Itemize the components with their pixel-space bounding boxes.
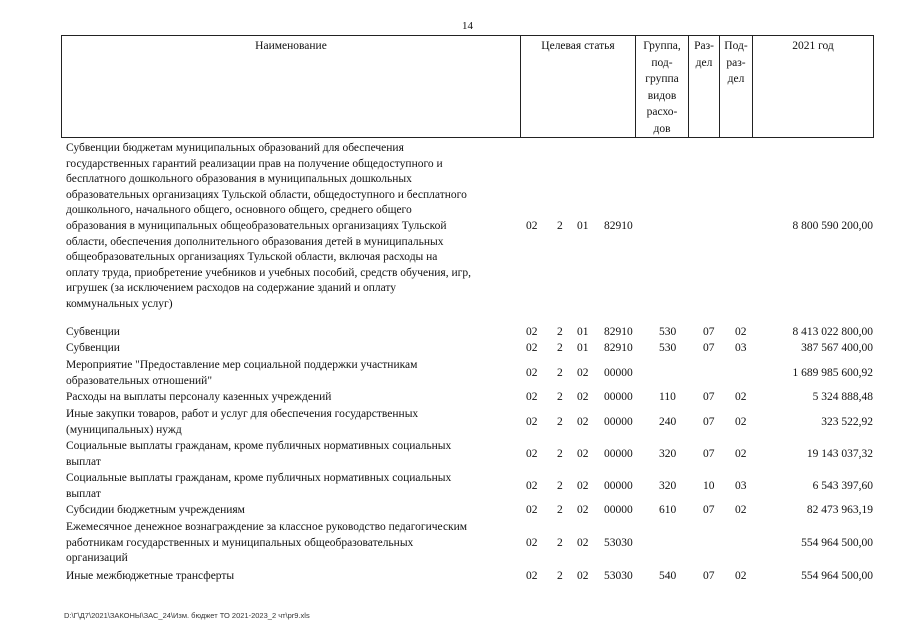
row-code-c1: 02: [526, 447, 538, 460]
row-code-c3: 02: [577, 415, 589, 428]
row-code-c5: 320: [659, 447, 677, 460]
row-code-c7: 02: [735, 570, 747, 582]
table-row: [0, 141, 905, 313]
row-code-c2: 2: [557, 220, 563, 232]
row-code-c7: 02: [735, 447, 747, 460]
header-section: [689, 36, 720, 138]
row-name-line: Субсидии бюджетным учреждениям: [66, 504, 245, 516]
row-code-c4: 82910: [604, 220, 633, 232]
row-code-c1: 02: [526, 479, 538, 492]
row-code-c3: 02: [577, 479, 589, 492]
row-amount: 387 567 400,00: [801, 342, 873, 354]
header-section-line: дел: [695, 56, 713, 69]
row-code-c3: 02: [577, 391, 589, 403]
row-code-c6: 07: [703, 391, 715, 403]
row-amount: 6 543 397,60: [812, 479, 873, 492]
row-amount: 323 522,92: [821, 415, 873, 428]
row-code-c4: 00000: [604, 504, 633, 516]
header-group-line: под-: [651, 56, 673, 69]
row-code-c2: 2: [557, 326, 563, 338]
row-name-line: Расходы на выплаты персоналу казенных учреждений: [66, 391, 332, 403]
row-code-c4: 00000: [604, 415, 633, 428]
header-group-line: расхо-: [646, 106, 678, 118]
file-path-footer: D:\Г\Д7\2021\ЗАКОНЫ\ЗАС_24\Изм. бюджет ТО 2021-2023_2 чт\pr9.xls: [64, 611, 310, 620]
table-header: [61, 35, 874, 138]
header-group-line: дов: [653, 122, 671, 135]
row-code-c3: 01: [577, 326, 589, 338]
row-code-c1: 02: [526, 415, 538, 428]
row-amount: 8 800 590 200,00: [792, 220, 873, 232]
header-group-line: группа: [645, 73, 679, 85]
row-code-c4: 00000: [604, 447, 633, 460]
row-name-line: Субвенции: [66, 326, 120, 338]
row-code-c2: 2: [557, 342, 563, 354]
row-name-line: Социальные выплаты гражданам, кроме публичных нормативных социальных: [66, 472, 452, 484]
table-row: [0, 503, 905, 519]
row-code-c6: 07: [703, 504, 715, 516]
row-code-c1: 02: [526, 342, 538, 354]
row-name: [66, 141, 522, 313]
row-code-c2: 2: [557, 536, 563, 549]
header-subsection-line: раз-: [726, 56, 746, 69]
row-code-c2: 2: [557, 570, 563, 582]
row-code-c5: 320: [659, 479, 677, 492]
row-code-c7: 03: [735, 342, 747, 354]
row-code-c1: 02: [526, 570, 538, 582]
row-name: [66, 390, 522, 406]
row-name: [66, 407, 522, 438]
row-name-line: Субвенции: [66, 342, 120, 354]
row-name: [66, 471, 522, 502]
header-year: 2021 год: [753, 36, 874, 138]
row-code-c1: 02: [526, 326, 538, 338]
header-group: [636, 36, 689, 138]
row-name: [66, 520, 522, 567]
row-name-line: образования в муниципальных общеобразовательных организациях Тульской: [66, 219, 447, 232]
row-code-c1: 02: [526, 536, 538, 549]
row-name-line: Субвенции бюджетам муниципальных образований для обеспечения: [66, 142, 404, 154]
row-name-line: выплат: [66, 455, 101, 468]
row-name-line: (муниципальных) нужд: [66, 423, 182, 436]
row-name: [66, 358, 522, 389]
row-code-c5: 240: [659, 415, 677, 428]
row-code-c2: 2: [557, 391, 563, 403]
row-name: [66, 439, 522, 470]
row-name: [66, 341, 522, 357]
row-code-c5: 530: [659, 342, 677, 354]
row-code-c7: 02: [735, 415, 747, 428]
row-code-c5: 110: [659, 391, 676, 403]
row-code-c3: 01: [577, 342, 589, 354]
row-code-c4: 00000: [604, 479, 633, 492]
row-code-c6: 07: [703, 570, 715, 582]
row-name: [66, 569, 522, 585]
row-amount: 8 413 022 800,00: [792, 326, 873, 338]
row-name-line: области, обеспечения дополнительного образования детей в муниципальных: [66, 235, 444, 248]
row-code-c7: 02: [735, 504, 747, 516]
row-code-c7: 02: [735, 326, 747, 338]
header-subsection-line: дел: [727, 73, 745, 85]
row-name-line: игрушек (за исключением расходов на содержание зданий и оплату: [66, 282, 397, 295]
row-code-c2: 2: [557, 415, 563, 428]
row-amount: 554 964 500,00: [801, 536, 873, 549]
row-amount: 1 689 985 600,92: [792, 366, 873, 379]
table-row: [0, 471, 905, 502]
row-code-c5: 530: [659, 326, 677, 338]
row-name-line: дошкольного, начального общего, основного общего, среднего общего: [66, 204, 412, 217]
table-row: [0, 390, 905, 406]
row-code-c5: 610: [659, 504, 677, 516]
row-code-c6: 07: [703, 342, 715, 354]
row-name: [66, 503, 522, 519]
row-code-c4: 53030: [604, 536, 633, 549]
table-row: [0, 358, 905, 389]
row-name-line: Социальные выплаты гражданам, кроме публичных нормативных социальных: [66, 440, 452, 452]
row-code-c3: 02: [577, 504, 589, 516]
row-code-c4: 53030: [604, 570, 633, 582]
row-name-line: оплату труда, приобретение учебников и учебных пособий, средств обучения, игр,: [66, 266, 471, 279]
row-code-c2: 2: [557, 504, 563, 516]
row-code-c5: 540: [659, 570, 677, 582]
table-row: [0, 439, 905, 470]
header-target: Целевая статья: [521, 36, 636, 138]
header-subsection-line: Под-: [724, 40, 748, 52]
row-code-c3: 02: [577, 570, 589, 582]
header-subsection: [720, 36, 753, 138]
header-name: Наименование: [62, 36, 521, 138]
row-code-c2: 2: [557, 447, 563, 460]
row-code-c3: 02: [577, 536, 589, 549]
header-group-line: видов: [647, 89, 677, 102]
row-amount: 19 143 037,32: [806, 447, 873, 460]
row-code-c7: 02: [735, 391, 747, 403]
row-name-line: Иные межбюджетные трансферты: [66, 570, 235, 582]
table-row: [0, 569, 905, 585]
header-section-line: Раз-: [694, 40, 714, 52]
row-name-line: коммунальных услуг): [66, 297, 173, 310]
row-code-c2: 2: [557, 479, 563, 492]
row-code-c1: 02: [526, 366, 538, 379]
row-code-c3: 02: [577, 447, 589, 460]
row-code-c6: 07: [703, 447, 715, 460]
row-code-c4: 82910: [604, 342, 633, 354]
row-amount: 82 473 963,19: [806, 504, 873, 516]
table-row: [0, 407, 905, 438]
row-code-c1: 02: [526, 220, 538, 232]
row-name: [66, 325, 522, 341]
row-code-c3: 01: [577, 220, 589, 232]
row-code-c4: 82910: [604, 326, 633, 338]
row-code-c6: 10: [703, 479, 715, 492]
page-number: 14: [462, 20, 473, 32]
table-row: [0, 325, 905, 341]
row-name-line: выплат: [66, 487, 101, 500]
row-name-line: общеобразовательных организациях Тульской области, включая расходы на: [66, 251, 438, 264]
row-code-c1: 02: [526, 504, 538, 516]
row-name-line: образовательных организациях Тульской области, общедоступного и бесплатного: [66, 188, 467, 201]
row-name-line: бесплатного дошкольного образования в муниципальных дошкольных: [66, 173, 412, 186]
row-code-c1: 02: [526, 391, 538, 403]
table-row: [0, 341, 905, 357]
row-name-line: образовательных отношений": [66, 374, 213, 387]
row-name-line: Иные закупки товаров, работ и услуг для обеспечения государственных: [66, 408, 419, 420]
row-code-c6: 07: [703, 326, 715, 338]
row-name-line: Мероприятие "Предоставление мер социальной поддержки участникам: [66, 359, 418, 371]
header-group-line: Группа,: [643, 40, 681, 52]
row-name-line: Ежемесячное денежное вознаграждение за классное руководство педагогическим: [66, 521, 468, 533]
row-code-c4: 00000: [604, 366, 633, 379]
row-name-line: организаций: [66, 552, 128, 565]
row-code-c4: 00000: [604, 391, 633, 403]
row-name-line: работникам государственных и муниципальных общеобразовательных: [66, 536, 414, 549]
table-row: [0, 520, 905, 567]
row-code-c3: 02: [577, 366, 589, 379]
row-amount: 5 324 888,48: [812, 391, 873, 403]
row-code-c6: 07: [703, 415, 715, 428]
row-name-line: государственных гарантий реализации прав на получение общедоступного и: [66, 157, 443, 170]
row-code-c7: 03: [735, 479, 747, 492]
row-code-c2: 2: [557, 366, 563, 379]
row-amount: 554 964 500,00: [801, 570, 873, 582]
